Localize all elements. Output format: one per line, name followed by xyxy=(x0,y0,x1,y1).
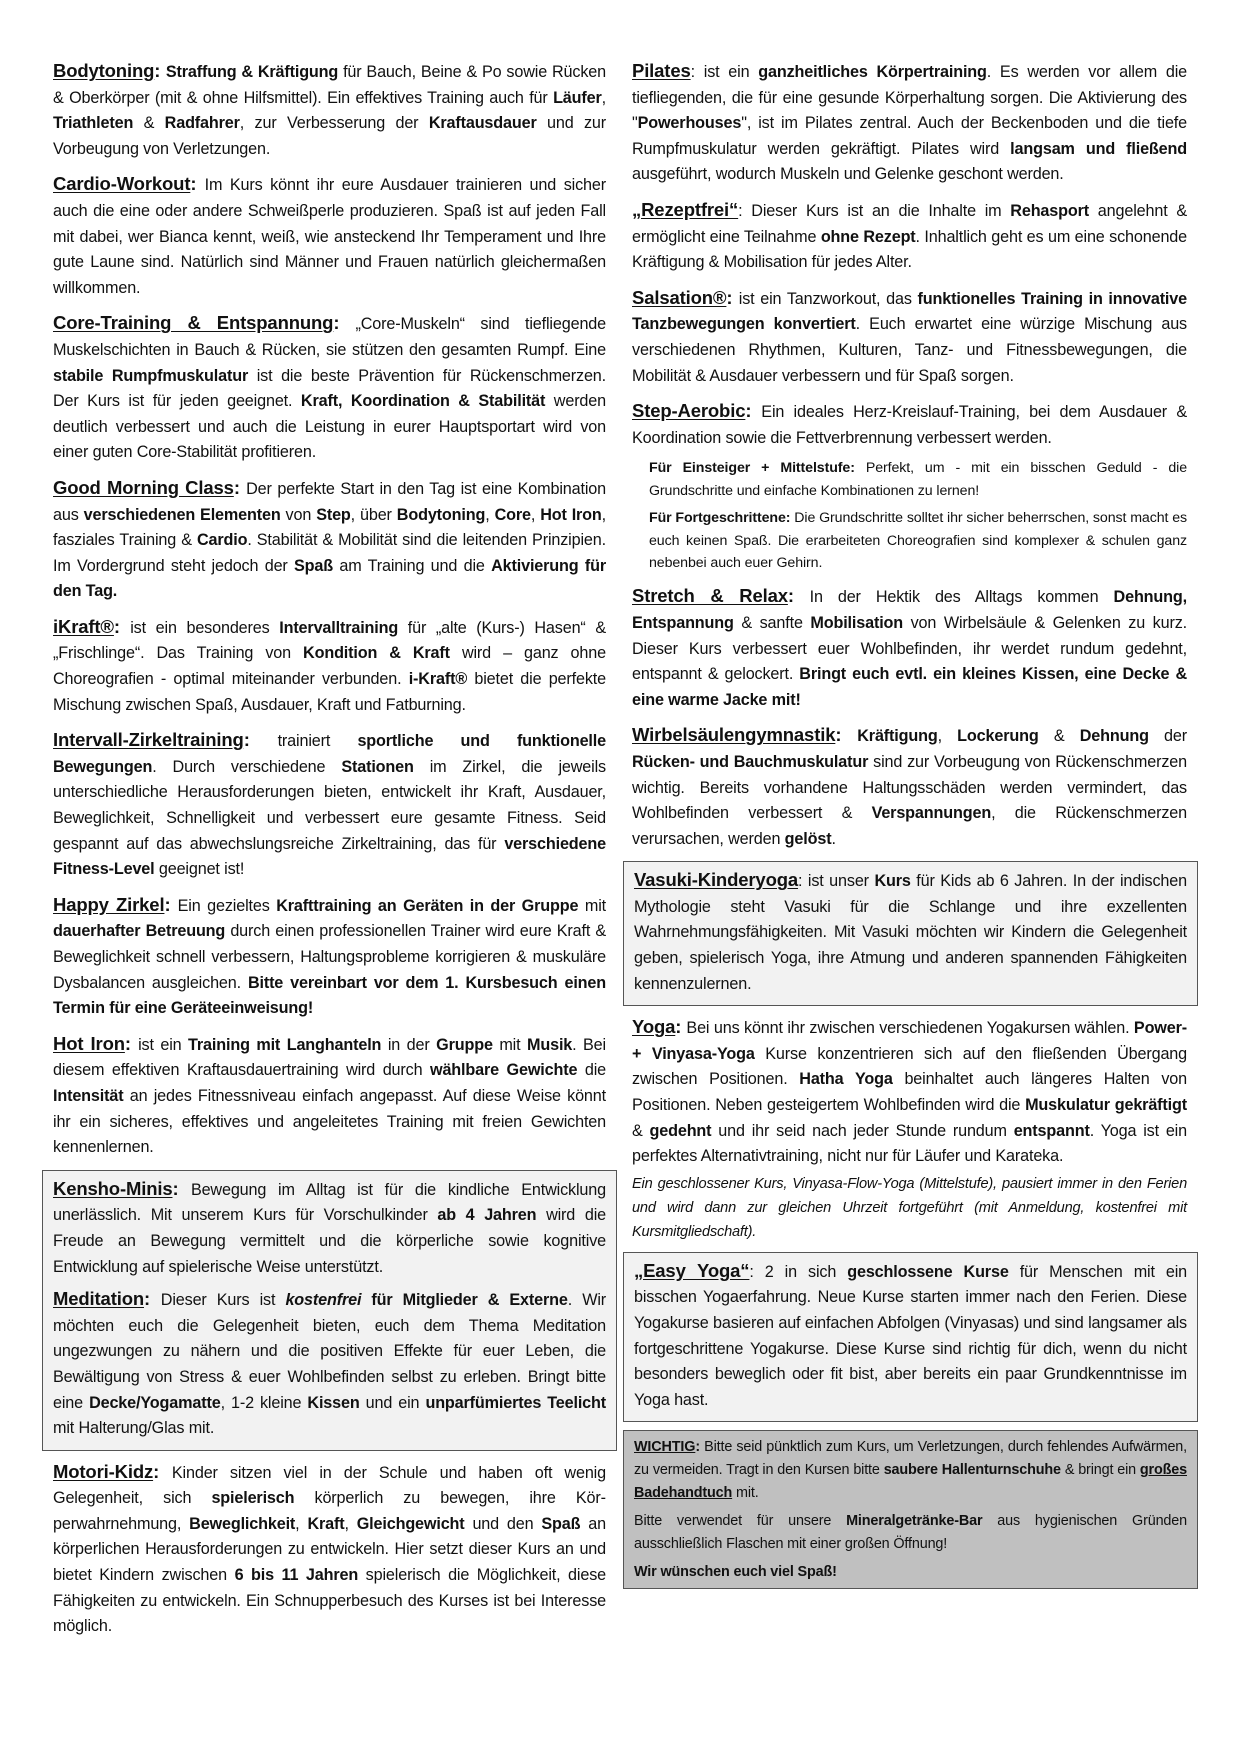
course-motori-kidz: Motori-Kidz: Kinder sitzen viel in der Schule und haben oft wenig Gelegenheit, sich spielerisch körperlich zu bewegen, ihre Körperwahrnehmung, Beweglichkeit, Kraft, Gleichgewicht und den Spaß an körperlichen Herausforderungen zu entwickeln. Hier setzt dieser Kurs an und bietet Kindern zwischen 6 bis 11 Jahren spielerisch die Möglichkeit, diese Fähigkeiten zu entwickeln. Ein Schnupperbesuch des Kurses ist bei Interesse möglich. xyxy=(53,1460,606,1636)
kids-meditation-box xyxy=(42,1170,617,1451)
course-title: Intervall-Zirkeltraining xyxy=(53,729,244,751)
course-step-aerobic: Step-Aerobic: Ein ideales Herz-Kreislauf-Training, bei dem Ausdauer & Koordination sowie die Fettverbrennung verbessert werden. xyxy=(632,400,1187,447)
course-title: Kensho-Minis xyxy=(53,1177,173,1199)
course-bodytoning: Bodytoning: Straffung & Kräftigung für Bauch, Beine & Po sowie Rücken & Oberkörper (mit & ohne Hilfsmittel). Ein effektives Training auch für Läufer, Triathleten & Radfahrer, zur Verbesserung der Kraftausdauer und zur Vorbeugung von Verletzungen. xyxy=(53,60,607,158)
course-salsation: Salsation®: ist ein Tanzworkout, das funktionelles Training in innovative Tanzbewegungen konvertiert. Euch erwartet eine würzige Mischung aus verschiedenen Rhythmen, Kulturen, Tanz- und Fitnessbewegungen, die Mobilität & Ausdauer verbessern und für Spaß sorgen. xyxy=(632,286,1187,385)
yoga-note: Ein geschlossener Kurs, Vinyasa-Flow-Yoga (Mittelstufe), pausiert immer in den Ferien und wird dann zur gleichen Uhrzeit fortgeführt (mit Anmeldung, kostenfrei mit Kursmitgliedschaft). xyxy=(632,1175,1187,1240)
course-vasuki-kinderyoga: Vasuki-Kinderyoga: ist unser Kurs für Kids ab 6 Jahren. In der indischen Mythologie steht Vasuki für die Schlange und ihre exzellenten Wahrnehmungsfähigkeiten. Mit Vasuki möchten wir Kindern die Gelegenheit geben, spielerisch Yoga, ihre Atmung und anderen spannenden Fähigkeiten kennenzulernen. xyxy=(634,869,1187,993)
course-stretch-relax: Stretch & Relax: In der Hektik des Alltags kommen Dehnung, Entspannung & sanfte Mobilisation von Wirbelsäule & Gelenken zu kurz. Dieser Kurs verbessert euer Wohlbefinden, ihr werdet rundum gedehnt, entspannt & gelockert. Bringt euch evtl. ein kleines Kissen, eine Decke & eine warme Jacke mit! xyxy=(632,585,1188,709)
course-title: Yoga xyxy=(632,1016,676,1038)
course-wirbelsaeulengymnastik: Wirbelsäulengymnastik: Kräftigung, Lockerung & Dehnung der Rücken- und Bauchmuskulatur sind zur Vorbeugung von Rückenschmerzen wichtig. Bereits vorhandene Haltungsschäden werden vermindert, das Wohlbefinden verbessert & Verspannungen, die Rückenschmerzen verursachen, werden gelöst. xyxy=(632,724,1187,848)
course-ikraft: iKraft®: ist ein besonderes Intervalltraining für „alte (Kurs-) Hasen“ & „Frischlinge“. Das Training von Kondition & Kraft wird – ganz ohne Choreografien - optimal miteinander verbunden. i-Kraft® bietet die perfekte Mischung zwischen Spaß, Ausdauer, Kraft und Fatburning. xyxy=(53,615,606,714)
course-title: Salsation® xyxy=(632,286,727,308)
course-title: Happy Zirkel xyxy=(53,893,165,915)
course-easy-yoga: „Easy Yoga“: 2 in sich geschlossene Kurse für Menschen mit ein bisschen Yogaerfahrung. Neue Kurse starten immer nach den Ferien. Diese Yogakurse basieren auf einfachen Abfolgen (Vinyasas) und sind langsamer als fortgeschrittene Yogakurse. Diese Kurse sind richtig für dich, wenn du nicht besonders beweglich oder fit bist, aber bereits ein paar Grundkenntnisse im Yoga hast. xyxy=(634,1259,1187,1409)
notice-paragraph-2: Bitte verwendet für unsere Mineralgetränke-Bar aus hygienischen Gründen ausschließlich Flaschen mit einer großen Öffnung! xyxy=(634,1513,1187,1553)
step-level-beginner: Für Einsteiger + Mittelstufe: Perfekt, um - mit ein bisschen Geduld - die Grundschritte und einfache Kombinationen zu lernen! xyxy=(649,460,1187,499)
course-title: Core-Training & Entspannung xyxy=(53,312,334,334)
course-meditation: Meditation: Dieser Kurs ist kostenfrei für Mitglieder & Externe. Wir möchten euch die Gelegenheit bieten, euch dem Thema Meditation ungezwungen zu nähern und die positiven Effekte für euer Leben, die Bewältigung von Stress & euer Wohlbefinden selbst zu erleben. Bringt bitte eine Decke/Yogamatte, 1-2 kleine Kissen und ein unparfümiertes Teelicht mit Halterung/Glas mit. xyxy=(53,1288,607,1438)
course-title: Stretch & Relax xyxy=(632,585,788,607)
notice-title: WICHTIG xyxy=(634,1439,696,1456)
course-kensho-minis: Kensho-Minis: Bewegung im Alltag ist für die kindliche Entwicklung unerlässlich. Mit unserem Kurs für Vorschulkinder ab 4 Jahren wird die Freude an Bewegung vermittelt und die körperliche sowie kognitive Entwicklung auf spielerische Weise unterstützt. xyxy=(53,1177,606,1276)
course-cardio-workout: Cardio-Workout: Im Kurs könnt ihr eure Ausdauer trainieren und sicher auch die eine oder andere Schweißperle produzieren. Spaß ist auf jeden Fall mit dabei, wer Bianca kennt, weiß, wie ansteckend Ihr Temperament und Ihre gute Laune sind. Natürlich sind Männer und Frauen natürlich gleichermaßen willkommen. xyxy=(53,173,606,297)
course-title: „Easy Yoga“ xyxy=(634,1259,750,1281)
course-pilates: Pilates: ist ein ganzheitliches Körpertraining. Es werden vor allem die tiefliegenden, die für eine gesunde Körperhaltung sorgen. Die Aktivierung des "Powerhouses", ist im Pilates zentral. Auch der Beckenboden und die tiefe Rumpfmuskulatur werden gekräftigt. Pilates wird langsam und fließend ausgeführt, wodurch Muskeln und Gelenke geschont werden. xyxy=(632,60,1187,184)
notice-closing: Wir wünschen euch viel Spaß! xyxy=(634,1564,837,1581)
course-intervall-zirkeltraining: Intervall-Zirkeltraining: trainiert sportliche und funktionelle Bewegungen. Durch verschiedene Stationen im Zirkel, die jeweils unterschiedliche Herausforderungen bieten, entwickelt ihr Kraft, Ausdauer, Beweglichkeit, Schnelligkeit und verbessert eure gesamte Fitness. Seid gespannt auf das abwechslungsreiche Zirkeltraining, das für verschiedene Fitness-Level geeignet ist! xyxy=(53,729,606,879)
course-title: Hot Iron xyxy=(53,1032,125,1054)
course-title: Meditation xyxy=(53,1288,144,1310)
course-happy-zirkel: Happy Zirkel: Ein gezieltes Krafttraining an Geräten in der Gruppe mit dauerhafter Betreuung durch einen professionellen Trainer wird eure Kraft & Beweglichkeit schnell verbessern, Haltungsprobleme korrigieren & muskuläre Dysbalancen ausgleichen. Bitte vereinbart vor dem 1. Kursbesuch einen Termin für eine Geräteeinweisung! xyxy=(53,893,606,1018)
course-title: Vasuki-Kinderyoga xyxy=(634,869,799,891)
course-rezeptfrei: „Rezeptfrei“: Dieser Kurs ist an die Inhalte im Rehasport angelehnt & ermöglicht eine Teilnahme ohne Rezept. Inhaltlich geht es um eine schonende Kräftigung & Mobilisation für jedes Alter. xyxy=(632,198,1187,272)
course-title: Step-Aerobic xyxy=(632,400,746,422)
course-title: Motori-Kidz xyxy=(53,1460,154,1482)
course-title: Good Morning Class xyxy=(53,476,234,498)
left-column xyxy=(53,58,606,1649)
important-notice-box xyxy=(623,1430,1198,1589)
course-title: Wirbelsäulengymnastik xyxy=(632,724,836,746)
right-column xyxy=(632,58,1187,1589)
course-title: iKraft® xyxy=(53,615,114,637)
course-yoga: Yoga: Bei uns könnt ihr zwischen verschiedenen Yogakursen wählen. Power- + Vinyasa-Yoga Kurse konzentrieren sich auf den fließenden Übergang zwischen Positionen. Hatha Yoga beinhaltet auch längeres Halten von Positionen. Neben gesteigertem Wohlbefinden wird die Muskulatur gekräftigt & gedehnt und ihr seid nach jeder Stunde rundum entspannt. Yoga ist ein perfektes Alternativtraining, nicht nur für Läufer und Karateka. xyxy=(632,1016,1188,1166)
step-level-advanced: Für Fortgeschrittene: Die Grundschritte solltet ihr sicher beherrschen, sonst macht es euch keinen Spaß. Die erarbeiteten Choreografien sind komplexer & schulen ganz nebenbei auch euer Gehirn. xyxy=(649,510,1187,571)
course-title: „Rezeptfrei“ xyxy=(632,198,739,220)
course-good-morning-class: Good Morning Class: Der perfekte Start in den Tag ist eine Kombination aus verschiedenen Elementen von Step, über Bodytoning, Core, Hot Iron, fasziales Training & Cardio. Stabilität & Mobilität sind die leitenden Prinzipien. Im Vordergrund steht jedoch der Spaß am Training und die Aktivierung für den Tag. xyxy=(53,476,607,601)
course-hot-iron: Hot Iron: ist ein Training mit Langhanteln in der Gruppe mit Musik. Bei diesem effektiven Kraftausdauertraining wird durch wählbare Gewichte die Intensität an jedes Fitnessniveau einfach angepasst. Auf diese Weise könnt ihr ein sicheres, effektives und angeleitetes Training mit freien Gewichten kennenlernen. xyxy=(53,1032,607,1157)
notice-paragraph-1: WICHTIG: Bitte seid pünktlich zum Kurs, um Verletzungen, durch fehlendes Aufwärmen, zu vermeiden. Tragt in den Kursen bitte saubere Hallenturnschuhe & bringt ein großes Badehandtuch mit. xyxy=(634,1439,1187,1502)
course-core-training: Core-Training & Entspannung: „Core-Muskeln“ sind tiefliegende Muskelschichten in Bauch & Rücken, sie stützen den gesamten Rumpf. Eine stabile Rumpfmuskulatur ist die beste Prävention für Rückenschmerzen. Der Kurs ist für jeden geeignet. Kraft, Koordination & Stabilität werden deutlich verbessert und auch die Leistung in eurer Hauptsportart wird von einer guten Core-Stabilität profitieren. xyxy=(53,312,606,462)
kinderyoga-box xyxy=(623,861,1198,1006)
course-title: Bodytoning xyxy=(53,60,155,81)
course-title: Pilates xyxy=(632,60,691,81)
course-title: Cardio-Workout xyxy=(53,173,191,195)
easy-yoga-box xyxy=(623,1252,1198,1423)
